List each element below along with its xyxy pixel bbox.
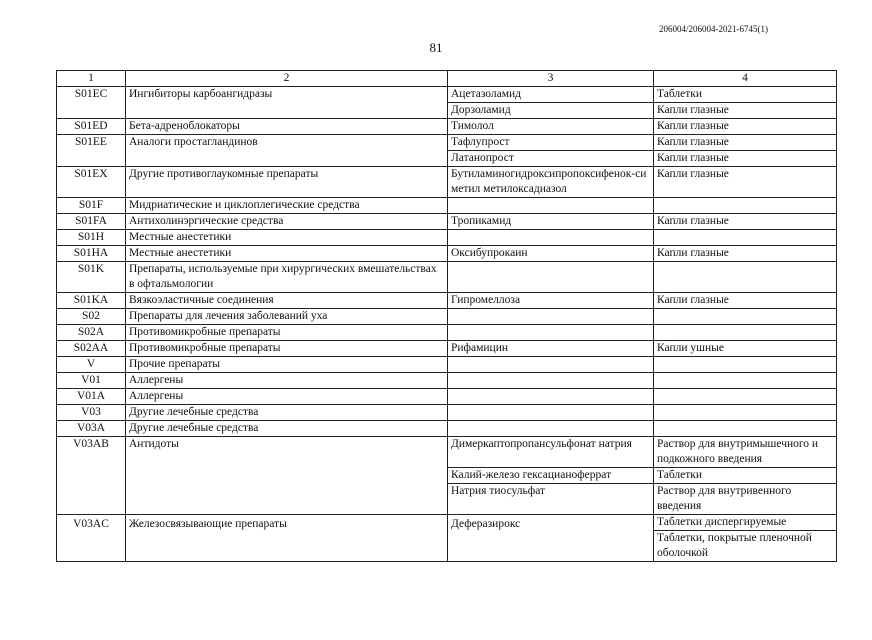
dosage-form-cell bbox=[654, 405, 837, 421]
group-name-cell: Железосвязывающие препараты bbox=[126, 515, 448, 562]
table-row bbox=[57, 87, 837, 103]
dosage-form-cell: Таблетки диспергируемые bbox=[654, 515, 837, 531]
atc-code-cell: V03AB bbox=[57, 437, 126, 515]
drug-name-cell: Калий-железо гексацианоферрат bbox=[448, 468, 654, 484]
dosage-form-cell: Капли ушные bbox=[654, 341, 837, 357]
group-name-cell: Бета-адреноблокаторы bbox=[126, 119, 448, 135]
atc-code-cell: S01ED bbox=[57, 119, 126, 135]
dosage-form-cell bbox=[654, 325, 837, 341]
atc-code-cell: S01EC bbox=[57, 87, 126, 119]
drug-name-cell bbox=[448, 262, 654, 293]
drug-name-cell: Тафлупрост bbox=[448, 135, 654, 151]
group-name-cell: Мидриатические и циклоплегические средства bbox=[126, 198, 448, 214]
atc-code-cell: S01EX bbox=[57, 167, 126, 198]
dosage-form-cell: Таблетки, покрытые пленочной оболочкой bbox=[654, 531, 837, 562]
dosage-form-cell: Капли глазные bbox=[654, 119, 837, 135]
drug-name-cell: Оксибупрокаин bbox=[448, 246, 654, 262]
group-name-cell: Противомикробные препараты bbox=[126, 341, 448, 357]
table-row bbox=[57, 293, 837, 309]
group-name-cell: Аллергены bbox=[126, 373, 448, 389]
group-name-cell: Другие противоглаукомные препараты bbox=[126, 167, 448, 198]
dosage-form-cell bbox=[654, 309, 837, 325]
dosage-form-cell: Капли глазные bbox=[654, 103, 837, 119]
drug-name-cell: Димеркаптопропансульфонат натрия bbox=[448, 437, 654, 468]
group-name-cell: Препараты для лечения заболеваний уха bbox=[126, 309, 448, 325]
dosage-form-cell: Капли глазные bbox=[654, 151, 837, 167]
atc-code-cell: S01EE bbox=[57, 135, 126, 167]
table-row bbox=[57, 421, 837, 437]
atc-code-cell: V bbox=[57, 357, 126, 373]
dosage-form-cell: Капли глазные bbox=[654, 214, 837, 230]
group-name-cell: Местные анестетики bbox=[126, 246, 448, 262]
dosage-form-cell bbox=[654, 357, 837, 373]
atc-code-cell: S01FA bbox=[57, 214, 126, 230]
atc-code-cell: S01H bbox=[57, 230, 126, 246]
drug-name-cell: Тропикамид bbox=[448, 214, 654, 230]
table-row bbox=[57, 230, 837, 246]
group-name-cell: Препараты, используемые при хирургических вмешательствах в офтальмологии bbox=[126, 262, 448, 293]
table-row bbox=[57, 262, 837, 293]
drug-name-cell: Гипромеллоза bbox=[448, 293, 654, 309]
table-row bbox=[57, 357, 837, 373]
dosage-form-cell: Капли глазные bbox=[654, 293, 837, 309]
table-row bbox=[57, 119, 837, 135]
group-name-cell: Ингибиторы карбоангидразы bbox=[126, 87, 448, 119]
drug-name-cell bbox=[448, 198, 654, 214]
group-name-cell: Другие лечебные средства bbox=[126, 405, 448, 421]
drug-name-cell bbox=[448, 230, 654, 246]
atc-code-cell: V03A bbox=[57, 421, 126, 437]
page-number: 81 bbox=[429, 40, 443, 55]
table-row bbox=[57, 167, 837, 198]
dosage-form-cell bbox=[654, 198, 837, 214]
header-cell: 1 bbox=[57, 71, 126, 87]
atc-code-cell: S01HA bbox=[57, 246, 126, 262]
table-row bbox=[57, 373, 837, 389]
table-row bbox=[57, 437, 837, 468]
drug-name-cell: Рифамицин bbox=[448, 341, 654, 357]
table-row bbox=[57, 214, 837, 230]
drug-name-cell bbox=[448, 309, 654, 325]
drug-name-cell bbox=[448, 405, 654, 421]
group-name-cell: Аллергены bbox=[126, 389, 448, 405]
dosage-form-cell bbox=[654, 421, 837, 437]
table-row bbox=[57, 325, 837, 341]
atc-code-cell: S02A bbox=[57, 325, 126, 341]
atc-code-cell: S01KA bbox=[57, 293, 126, 309]
table-row bbox=[57, 405, 837, 421]
dosage-form-cell: Раствор для внутривенного введения bbox=[654, 484, 837, 515]
document-id: 206004/206004-2021-6745(1) bbox=[659, 24, 768, 34]
dosage-form-cell: Раствор для внутримышечного и подкожного введения bbox=[654, 437, 837, 468]
dosage-form-cell bbox=[654, 262, 837, 293]
atc-code-cell: S01F bbox=[57, 198, 126, 214]
table-row bbox=[57, 309, 837, 325]
group-name-cell: Антидоты bbox=[126, 437, 448, 515]
atc-code-cell: S02AA bbox=[57, 341, 126, 357]
header-cell: 4 bbox=[654, 71, 837, 87]
dosage-form-cell bbox=[654, 230, 837, 246]
table-row bbox=[57, 341, 837, 357]
group-name-cell: Антихолинэргические средства bbox=[126, 214, 448, 230]
table-header-row bbox=[57, 71, 837, 87]
atc-code-cell: V03 bbox=[57, 405, 126, 421]
table-row bbox=[57, 515, 837, 531]
group-name-cell: Аналоги простагландинов bbox=[126, 135, 448, 167]
dosage-form-cell: Таблетки bbox=[654, 468, 837, 484]
table-row bbox=[57, 389, 837, 405]
header-cell: 3 bbox=[448, 71, 654, 87]
table-row bbox=[57, 246, 837, 262]
drug-name-cell: Деферазирокс bbox=[448, 515, 654, 562]
drug-name-cell bbox=[448, 357, 654, 373]
drug-name-cell: Дорзоламид bbox=[448, 103, 654, 119]
drug-name-cell: Ацетазоламид bbox=[448, 87, 654, 103]
group-name-cell: Другие лечебные средства bbox=[126, 421, 448, 437]
drug-name-cell bbox=[448, 421, 654, 437]
group-name-cell: Местные анестетики bbox=[126, 230, 448, 246]
atc-code-cell: S02 bbox=[57, 309, 126, 325]
drug-name-cell: Бутиламиногидроксипропоксифенок-симетил метилоксадиазол bbox=[448, 167, 654, 198]
dosage-form-cell bbox=[654, 389, 837, 405]
header-cell: 2 bbox=[126, 71, 448, 87]
atc-code-cell: V01 bbox=[57, 373, 126, 389]
group-name-cell: Противомикробные препараты bbox=[126, 325, 448, 341]
atc-code-cell: V01A bbox=[57, 389, 126, 405]
table-row bbox=[57, 198, 837, 214]
dosage-form-cell: Таблетки bbox=[654, 87, 837, 103]
dosage-form-cell bbox=[654, 373, 837, 389]
drug-name-cell: Латанопрост bbox=[448, 151, 654, 167]
atc-code-cell: S01K bbox=[57, 262, 126, 293]
medication-table bbox=[56, 70, 837, 562]
dosage-form-cell: Капли глазные bbox=[654, 246, 837, 262]
group-name-cell: Вязкоэластичные соединения bbox=[126, 293, 448, 309]
dosage-form-cell: Капли глазные bbox=[654, 167, 837, 198]
atc-code-cell: V03AC bbox=[57, 515, 126, 562]
drug-name-cell: Натрия тиосульфат bbox=[448, 484, 654, 515]
table-row bbox=[57, 135, 837, 151]
drug-name-cell: Тимолол bbox=[448, 119, 654, 135]
drug-name-cell bbox=[448, 389, 654, 405]
group-name-cell: Прочие препараты bbox=[126, 357, 448, 373]
drug-name-cell bbox=[448, 325, 654, 341]
drug-name-cell bbox=[448, 373, 654, 389]
dosage-form-cell: Капли глазные bbox=[654, 135, 837, 151]
